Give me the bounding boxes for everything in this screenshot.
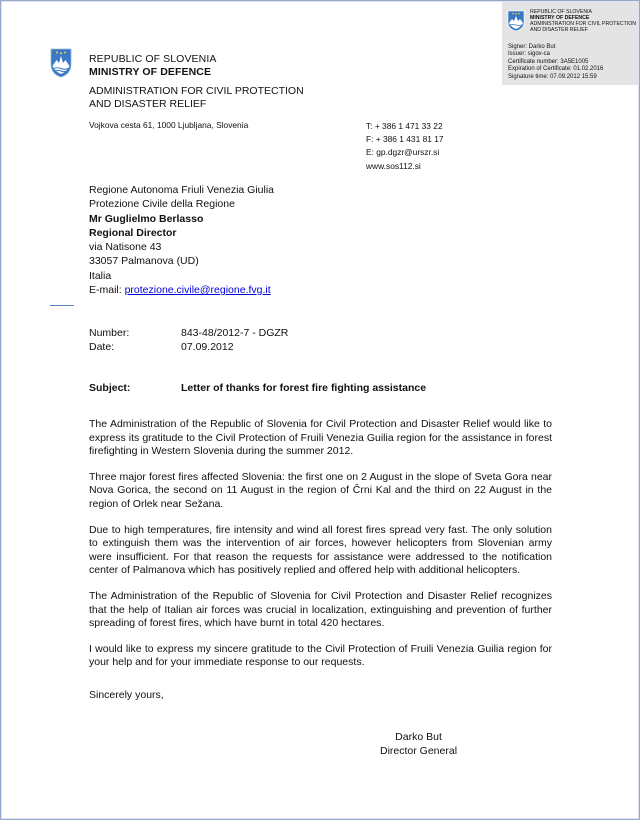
sender-email: E: gp.dgzr@urszr.si	[366, 147, 440, 158]
recipient-street: via Natisone 43	[89, 241, 162, 254]
document-meta	[89, 326, 288, 355]
recipient-name: Mr Guglielmo Berlasso	[89, 212, 204, 225]
stamp-signer: Signer: Darko But	[508, 44, 556, 50]
sender-contacts	[366, 120, 444, 173]
stamp-expiration: Expiration of Certificate: 01.02.2016	[508, 66, 604, 73]
number-label: Number:	[89, 327, 130, 339]
sender-ministry: MINISTRY OF DEFENCE	[89, 66, 212, 78]
closing-salutation: Sincerely yours,	[89, 689, 164, 701]
signer-name: Darko But	[395, 731, 442, 743]
body-paragraph: Due to high temperatures, fire intensity and wind all forest fires spread very fast. The only solution to extinguish them was the intervention of air forces, however helicopters from Slovenian army were insufficient. For that reason the requests for assistance were addressed to the notification center of Palmanova which has positively replied and offered help with additional helicopters.	[89, 523, 552, 577]
recipient-email-link[interactable]: protezione.civile@regione.fvg.it	[124, 284, 271, 297]
body-paragraph: The Administration of the Republic of Slovenia for Civil Protection and Disaster Relief would like to express its gratitude to the Civil Protection of Fruili Venezia Guilia region for the assistance in forest firefighting in Western Slovenia during the summer 2012.	[89, 418, 552, 458]
stamp-organisation: REPUBLIC OF SLOVENIA MINISTRY OF DEFENCE ADMINISTRATION FOR CIVIL PROTECTION AND DISASTER RELIEF	[530, 9, 637, 33]
signer-title: Director General	[380, 745, 458, 758]
recipient-line2: Protezione Civile della Regione	[89, 198, 235, 211]
recipient-block	[89, 183, 274, 297]
fold-mark	[50, 305, 74, 306]
sender-website: www.sos112.si	[366, 160, 421, 171]
stamp-issuer: Issuer: sigov-ca	[508, 51, 551, 58]
sender-header	[89, 53, 216, 79]
recipient-country: Italia	[89, 269, 112, 282]
subject-label: Subject:	[89, 382, 131, 394]
date-label: Date:	[89, 341, 115, 354]
sender-address: Vojkova cesta 61, 1000 Ljubljana, Slovenia	[89, 120, 249, 130]
slovenia-crest-icon	[507, 10, 525, 32]
subject-text: Letter of thanks for forest fire fighting assistance	[181, 382, 427, 394]
body-paragraph: I would like to express my sincere gratitude to the Civil Protection of Fruili Venezia Guilia region for your help and for your immediate response to our requests.	[89, 642, 552, 669]
sender-fax: F: + 386 1 431 81 17	[366, 134, 444, 145]
recipient-email-label: E-mail:	[89, 284, 122, 297]
body-paragraph: The Administration of the Republic of Slovenia for Civil Protection and Disaster Relief recognizes that the help of Italian air forces was crucial in localization, extinguishing and prevention of further spreading of forest fires, which have burnt in total 420 hectares.	[89, 589, 552, 630]
digital-signature-stamp	[502, 2, 638, 85]
signer-block	[380, 730, 457, 759]
sender-phone: T: + 386 1 471 33 22	[366, 121, 443, 131]
slovenia-crest-icon	[50, 48, 72, 78]
date-row	[89, 340, 288, 354]
stamp-signature-time: Signature time: 07.09.2012 15:59	[508, 73, 597, 80]
body-paragraph: Three major forest fires affected Slovenia: the first one on 2 August in the slope of Sveta Gora near Nova Gorica, the second on 11 August in the region of Črni Kal and the third on 22 August in the region of Orlek near Sežana.	[89, 470, 552, 510]
stamp-details	[508, 44, 603, 81]
sender-administration: ADMINISTRATION FOR CIVIL PROTECTION AND DISASTER RELIEF	[89, 85, 304, 110]
subject-line	[89, 382, 426, 394]
number-value: 843-48/2012-7 - DGZR	[181, 327, 289, 339]
recipient-city: 33057 Palmanova (UD)	[89, 255, 199, 268]
letter-body	[89, 418, 552, 682]
number-row	[89, 326, 288, 340]
date-value: 07.09.2012	[181, 341, 234, 354]
stamp-certificate: Certificate number: 3A5E1005	[508, 58, 589, 65]
sender-country: REPUBLIC OF SLOVENIA	[89, 53, 217, 65]
recipient-line1: Regione Autonoma Friuli Venezia Giulia	[89, 184, 275, 196]
recipient-email-row	[89, 283, 274, 297]
recipient-title: Regional Director	[89, 226, 177, 239]
